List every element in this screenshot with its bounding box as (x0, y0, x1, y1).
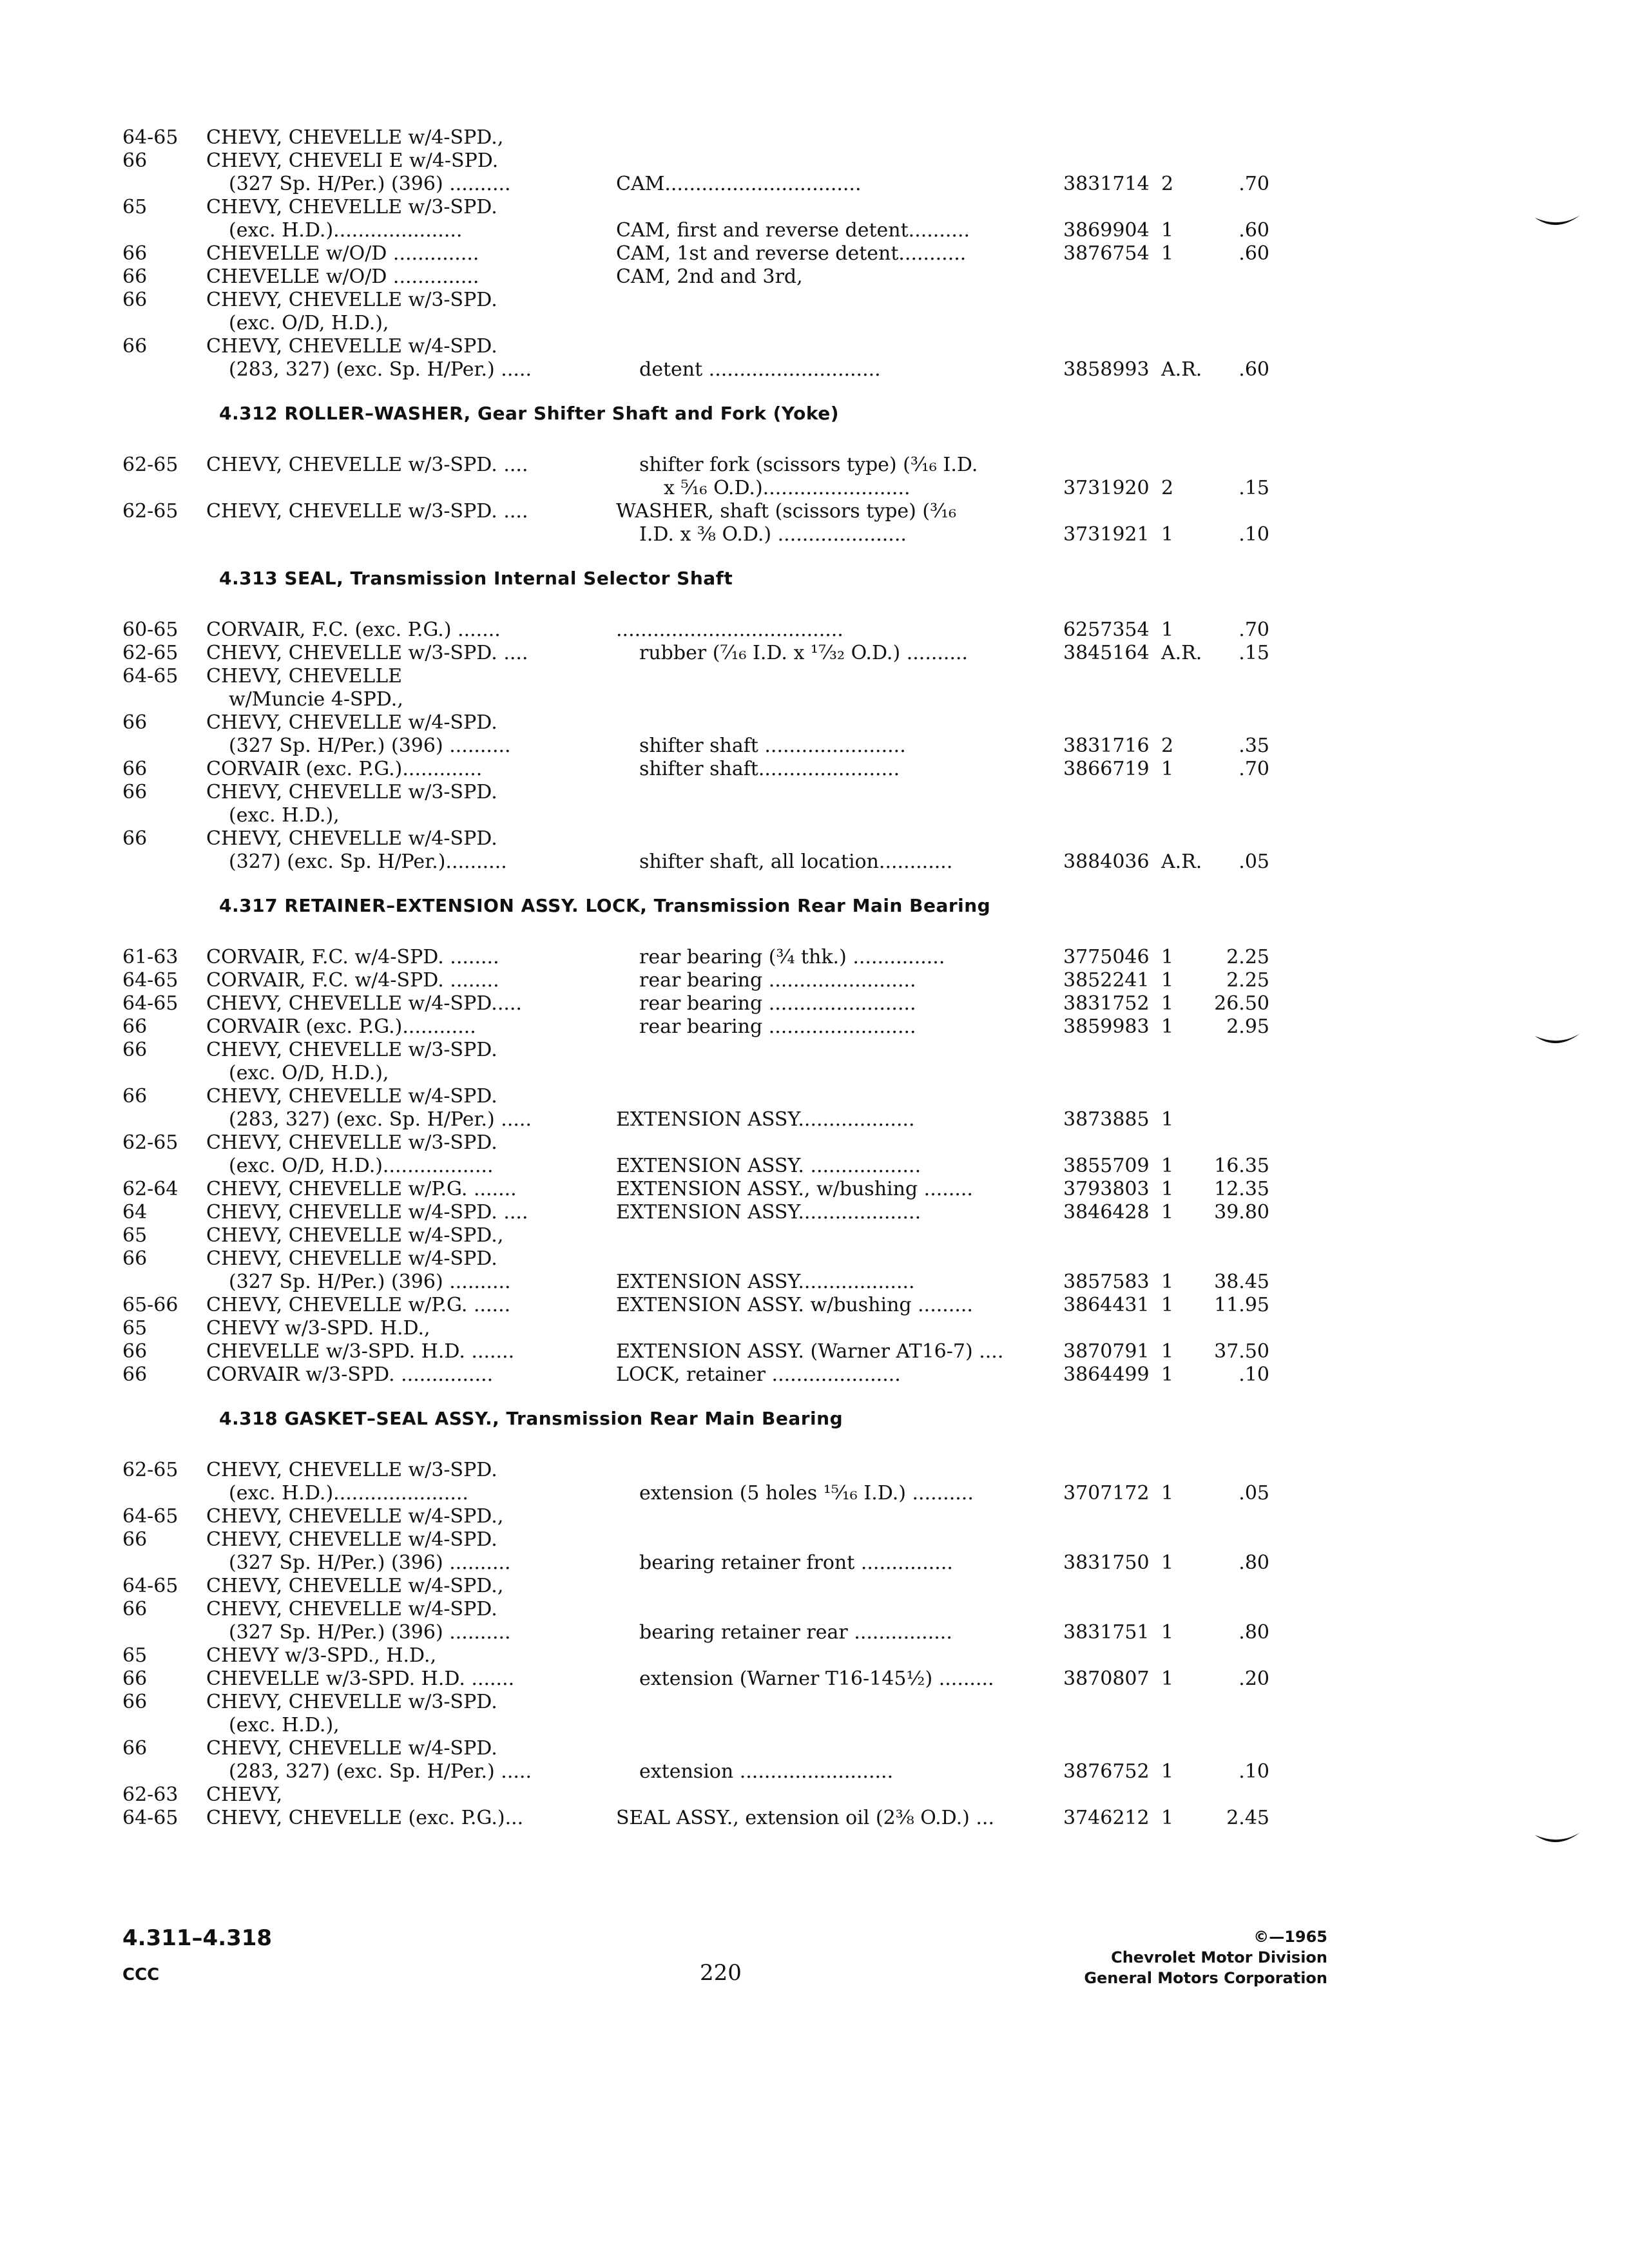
parts-row (122, 1062, 1289, 1085)
vehicle-model: CHEVELLE w/O/D .............. (206, 242, 479, 265)
vehicle-model: (283, 327) (exc. Sp. H/Per.) ..... (229, 1108, 532, 1131)
quantity: 1 (1161, 1621, 1174, 1644)
model-years: 62-65 (122, 500, 178, 523)
price: .10 (1239, 1760, 1269, 1783)
vehicle-model: CHEVY, CHEVELLE w/4-SPD. (206, 1528, 497, 1551)
part-description: rear bearing ........................ (639, 969, 916, 992)
part-description: ..................................... (616, 619, 843, 641)
vehicle-model: CORVAIR w/3-SPD. ............... (206, 1363, 494, 1386)
binder-mark (1534, 1831, 1581, 1848)
price: 26.50 (1214, 992, 1269, 1015)
parts-row (122, 219, 1289, 242)
vehicle-model: (327 Sp. H/Per.) (396) .......... (229, 1552, 511, 1574)
parts-row (122, 1039, 1289, 1062)
quantity: 1 (1161, 1294, 1174, 1316)
parts-row (122, 1015, 1289, 1039)
vehicle-model: CHEVY w/3-SPD., H.D., (206, 1644, 437, 1667)
vehicle-model: CHEVY w/3-SPD. H.D., (206, 1317, 430, 1340)
vehicle-model: CHEVY, CHEVELLE w/3-SPD. (206, 781, 497, 803)
model-years: 66 (122, 711, 148, 734)
vehicle-model: (327 Sp. H/Per.) (396) .......... (229, 173, 511, 195)
parts-row (122, 265, 1289, 289)
parts-row (122, 173, 1289, 196)
part-description: shifter shaft, all location............ (639, 850, 953, 873)
part-number: 3707172 (1063, 1482, 1150, 1504)
parts-row (122, 1760, 1289, 1783)
vehicle-model: (exc. O/D, H.D.).................. (229, 1155, 494, 1177)
parts-row (122, 992, 1289, 1015)
part-number: 3876754 (1063, 242, 1150, 265)
vehicle-model: CHEVY, CHEVELLE (206, 665, 403, 687)
quantity: 1 (1161, 219, 1174, 242)
part-description: CAM................................ (616, 173, 862, 195)
parts-row (122, 1340, 1289, 1363)
part-number: 3793803 (1063, 1178, 1150, 1200)
parts-row (122, 1247, 1289, 1271)
quantity: 1 (1161, 1340, 1174, 1363)
parts-row (122, 312, 1289, 335)
vehicle-model: (283, 327) (exc. Sp. H/Per.) ..... (229, 358, 532, 381)
part-description: CAM, 2nd and 3rd, (616, 265, 803, 288)
vehicle-model: (283, 327) (exc. Sp. H/Per.) ..... (229, 1760, 532, 1783)
price: 2.25 (1226, 946, 1269, 968)
part-number: 3846428 (1063, 1201, 1150, 1224)
vehicle-model: CHEVY, CHEVELLE w/4-SPD., (206, 1505, 504, 1528)
model-years: 66 (122, 1363, 148, 1386)
model-years: 62-65 (122, 642, 178, 664)
price: .05 (1239, 1482, 1269, 1504)
vehicle-model: CHEVY, CHEVELLE w/P.G. ...... (206, 1294, 511, 1316)
quantity: A.R. (1161, 358, 1202, 381)
vehicle-model: CHEVY, CHEVELLE (exc. P.G.)... (206, 1807, 524, 1829)
vehicle-model: CORVAIR (exc. P.G.)............. (206, 758, 483, 780)
parts-row (122, 1271, 1289, 1294)
parts-row (122, 1621, 1289, 1644)
section-range: 4.311–4.318 (122, 1925, 273, 1951)
part-description: WASHER, shaft (scissors type) (³⁄₁₆ (616, 500, 957, 523)
price: .05 (1239, 850, 1269, 873)
price: 2.95 (1226, 1015, 1269, 1038)
parts-row (122, 946, 1289, 969)
model-years: 61-63 (122, 946, 178, 968)
parts-row (122, 1783, 1289, 1807)
part-description: EXTENSION ASSY................... (616, 1108, 915, 1131)
model-years: 66 (122, 1598, 148, 1620)
part-description: bearing retainer rear ................ (639, 1621, 952, 1644)
price: .10 (1239, 1363, 1269, 1386)
part-description: SEAL ASSY., extension oil (2³⁄₈ O.D.) ... (616, 1807, 994, 1829)
vehicle-model: (exc. H.D.), (229, 804, 340, 827)
vehicle-model: CHEVY, CHEVELLE w/4-SPD..... (206, 992, 522, 1015)
model-years: 66 (122, 289, 148, 311)
parts-row (122, 619, 1289, 642)
vehicle-model: (exc. H.D.)..................... (229, 219, 463, 242)
price: .15 (1239, 477, 1269, 499)
quantity: A.R. (1161, 642, 1202, 664)
part-description: CAM, 1st and reverse detent........... (616, 242, 967, 265)
vehicle-model: CORVAIR, F.C. w/4-SPD. ........ (206, 969, 499, 992)
part-description: CAM, first and reverse detent.......... (616, 219, 970, 242)
vehicle-model: CHEVY, CHEVELLE w/3-SPD. (206, 1039, 497, 1061)
part-description: EXTENSION ASSY................... (616, 1271, 915, 1293)
quantity: 1 (1161, 758, 1174, 780)
parts-row (122, 1505, 1289, 1528)
part-number: 3845164 (1063, 642, 1150, 664)
price: .15 (1239, 642, 1269, 664)
binder-mark (1534, 1032, 1581, 1049)
vehicle-model: CHEVY, CHEVELLE w/4-SPD., (206, 1224, 504, 1247)
part-number: 3858993 (1063, 358, 1150, 381)
quantity: 1 (1161, 1015, 1174, 1038)
binder-mark (1534, 214, 1581, 231)
part-number: 3731921 (1063, 523, 1150, 546)
parts-row (122, 454, 1289, 477)
vehicle-model: CHEVY, CHEVELLE w/P.G. ....... (206, 1178, 517, 1200)
part-description: LOCK, retainer ..................... (616, 1363, 901, 1386)
parts-row (122, 827, 1289, 850)
part-number: 3831750 (1063, 1552, 1150, 1574)
quantity: 1 (1161, 1178, 1174, 1200)
model-years: 66 (122, 1039, 148, 1061)
quantity: 1 (1161, 969, 1174, 992)
vehicle-model: CHEVY, CHEVELLE w/4-SPD. (206, 335, 497, 358)
parts-row (122, 1552, 1289, 1575)
model-years: 65 (122, 1644, 148, 1667)
vehicle-model: (327 Sp. H/Per.) (396) .......... (229, 735, 511, 757)
footer-left (122, 1925, 272, 1984)
price: 37.50 (1214, 1340, 1269, 1363)
parts-row (122, 1459, 1289, 1482)
parts-row (122, 969, 1289, 992)
parts-row (122, 1714, 1289, 1737)
quantity: 1 (1161, 1667, 1174, 1690)
vehicle-model: CHEVY, CHEVELLE w/4-SPD. .... (206, 1201, 528, 1224)
model-years: 66 (122, 827, 148, 850)
parts-row (122, 665, 1289, 688)
parts-row (122, 1155, 1289, 1178)
vehicle-model: w/Muncie 4-SPD., (229, 688, 403, 711)
vehicle-model: CHEVY, CHEVELLE w/3-SPD. (206, 289, 497, 311)
part-description: rear bearing ........................ (639, 1015, 916, 1038)
vehicle-model: CHEVY, CHEVELLE w/4-SPD., (206, 126, 504, 149)
section-heading: 4.317 RETAINER–EXTENSION ASSY. LOCK, Transmission Rear Main Bearing (219, 895, 991, 916)
part-description: rear bearing ........................ (639, 992, 916, 1015)
quantity: 1 (1161, 242, 1174, 265)
quantity: 2 (1161, 173, 1174, 195)
model-years: 66 (122, 1085, 148, 1108)
parts-row (122, 642, 1289, 665)
part-number: 3857583 (1063, 1271, 1150, 1293)
vehicle-model: CHEVY, (206, 1783, 283, 1806)
part-number: 3852241 (1063, 969, 1150, 992)
price: .70 (1239, 619, 1269, 641)
model-years: 66 (122, 758, 148, 780)
vehicle-model: CHEVY, CHEVELLE w/4-SPD., (206, 1575, 504, 1597)
vehicle-model: CHEVY, CHEVELLE w/4-SPD. (206, 827, 497, 850)
price: 16.35 (1214, 1155, 1269, 1177)
part-number: 3831751 (1063, 1621, 1150, 1644)
parts-row (122, 735, 1289, 758)
parts-row (122, 1528, 1289, 1552)
parts-row (122, 711, 1289, 735)
part-description: x ⁵⁄₁₆ O.D.)........................ (664, 477, 911, 499)
quantity: 1 (1161, 1363, 1174, 1386)
vehicle-model: CHEVY, CHEVELLE w/4-SPD. (206, 711, 497, 734)
parts-row (122, 126, 1289, 149)
part-number: 3870807 (1063, 1667, 1150, 1690)
part-description: shifter fork (scissors type) (³⁄₁₆ I.D. (639, 454, 978, 476)
price: .70 (1239, 173, 1269, 195)
part-description: extension (Warner T16-145½) ......... (639, 1667, 994, 1690)
model-years: 64-65 (122, 992, 178, 1015)
vehicle-model: CHEVY, CHEVELLE w/4-SPD. (206, 1598, 497, 1620)
price: 38.45 (1214, 1271, 1269, 1293)
price: 39.80 (1214, 1201, 1269, 1224)
part-number: 3873885 (1063, 1108, 1150, 1131)
part-description: shifter shaft ....................... (639, 735, 906, 757)
price: .60 (1239, 242, 1269, 265)
parts-row (122, 804, 1289, 827)
price: .80 (1239, 1621, 1269, 1644)
parts-row (122, 149, 1289, 173)
parts-row (122, 1644, 1289, 1667)
copyright: ©—1965 (1253, 1928, 1327, 1946)
parts-row (122, 1085, 1289, 1108)
model-years: 66 (122, 265, 148, 288)
parts-row (122, 688, 1289, 711)
model-years: 64-65 (122, 1807, 178, 1829)
parts-row (122, 1224, 1289, 1247)
part-description: EXTENSION ASSY. w/bushing ......... (616, 1294, 973, 1316)
parts-row (122, 335, 1289, 358)
parts-row (122, 1317, 1289, 1340)
parts-row (122, 758, 1289, 781)
model-years: 66 (122, 149, 148, 172)
part-number: 3746212 (1063, 1807, 1150, 1829)
part-number: 3831714 (1063, 173, 1150, 195)
part-number: 3870791 (1063, 1340, 1150, 1363)
part-description: EXTENSION ASSY., w/bushing ........ (616, 1178, 973, 1200)
part-number: 3775046 (1063, 946, 1150, 968)
vehicle-model: CHEVELLE w/3-SPD. H.D. ....... (206, 1667, 515, 1690)
price: 2.45 (1226, 1807, 1269, 1829)
quantity: 1 (1161, 1807, 1174, 1829)
part-description: detent ............................ (639, 358, 881, 381)
parts-row (122, 1482, 1289, 1505)
parts-row (122, 242, 1289, 265)
model-years: 62-65 (122, 454, 178, 476)
model-years: 66 (122, 1528, 148, 1551)
model-years: 66 (122, 781, 148, 803)
page-number: 220 (700, 1960, 742, 1986)
vehicle-model: (exc. H.D.), (229, 1714, 340, 1736)
price: 11.95 (1214, 1294, 1269, 1316)
vehicle-model: CHEVY, CHEVELLE w/3-SPD. (206, 1131, 497, 1154)
part-number: 3864431 (1063, 1294, 1150, 1316)
vehicle-model: CHEVELLE w/O/D .............. (206, 265, 479, 288)
parts-row (122, 196, 1289, 219)
model-years: 62-65 (122, 1459, 178, 1481)
part-description: extension (5 holes ¹⁵⁄₁₆ I.D.) .......... (639, 1482, 974, 1504)
model-years: 66 (122, 1737, 148, 1760)
model-years: 65 (122, 1317, 148, 1340)
quantity: 1 (1161, 1271, 1174, 1293)
vehicle-model: CHEVY, CHEVELLE w/3-SPD. .... (206, 500, 528, 523)
parts-row (122, 477, 1289, 500)
footer-right (1084, 1927, 1327, 1988)
vehicle-model: CHEVY, CHEVELLE w/3-SPD. (206, 196, 497, 218)
quantity: 2 (1161, 735, 1174, 757)
vehicle-model: CORVAIR (exc. P.G.)............ (206, 1015, 476, 1038)
part-description: bearing retainer front ............... (639, 1552, 953, 1574)
part-description: extension ......................... (639, 1760, 894, 1783)
quantity: 1 (1161, 1552, 1174, 1574)
part-number: 3855709 (1063, 1155, 1150, 1177)
quantity: 1 (1161, 1201, 1174, 1224)
vehicle-model: (exc. O/D, H.D.), (229, 1062, 389, 1084)
price: .10 (1239, 523, 1269, 546)
price: 12.35 (1214, 1178, 1269, 1200)
model-years: 66 (122, 1691, 148, 1713)
model-years: 66 (122, 1340, 148, 1363)
vehicle-model: CHEVY, CHEVELLE w/4-SPD. (206, 1085, 497, 1108)
vehicle-model: (exc. H.D.)...................... (229, 1482, 468, 1504)
vehicle-model: CHEVY, CHEVELLE w/3-SPD. .... (206, 454, 528, 476)
model-years: 64-65 (122, 126, 178, 149)
parts-row (122, 1807, 1289, 1830)
parts-row (122, 1691, 1289, 1714)
price: .80 (1239, 1552, 1269, 1574)
parts-row (122, 850, 1289, 874)
part-number: 3876752 (1063, 1760, 1150, 1783)
parts-row (122, 289, 1289, 312)
parts-row (122, 1131, 1289, 1155)
section-heading: 4.312 ROLLER–WASHER, Gear Shifter Shaft and Fork (Yoke) (219, 403, 839, 424)
price: .60 (1239, 358, 1269, 381)
part-description: shifter shaft....................... (639, 758, 900, 780)
quantity: 1 (1161, 1482, 1174, 1504)
quantity: 1 (1161, 1155, 1174, 1177)
section-heading: 4.313 SEAL, Transmission Internal Selector Shaft (219, 568, 733, 589)
part-number: 6257354 (1063, 619, 1150, 641)
parts-row (122, 358, 1289, 381)
vehicle-model: CHEVY, CHEVELLE w/4-SPD. (206, 1247, 497, 1270)
vehicle-model: (327) (exc. Sp. H/Per.).......... (229, 850, 507, 873)
price: .35 (1239, 735, 1269, 757)
parts-row (122, 1598, 1289, 1621)
parts-row (122, 1363, 1289, 1387)
part-number: 3866719 (1063, 758, 1150, 780)
catalog-code: CCC (122, 1965, 160, 1984)
parts-row (122, 1201, 1289, 1224)
parts-row (122, 1737, 1289, 1760)
corporation-name: General Motors Corporation (1084, 1969, 1327, 1987)
model-years: 66 (122, 1247, 148, 1270)
model-years: 62-65 (122, 1131, 178, 1154)
quantity: 1 (1161, 1108, 1174, 1131)
parts-row (122, 1575, 1289, 1598)
vehicle-model: CHEVELLE w/3-SPD. H.D. ....... (206, 1340, 515, 1363)
vehicle-model: (exc. O/D, H.D.), (229, 312, 389, 334)
model-years: 62-64 (122, 1178, 178, 1200)
vehicle-model: CHEVY, CHEVELLE w/4-SPD. (206, 1737, 497, 1760)
model-years: 64-65 (122, 665, 178, 687)
model-years: 65 (122, 1224, 148, 1247)
quantity: 1 (1161, 992, 1174, 1015)
quantity: A.R. (1161, 850, 1202, 873)
parts-listing (122, 126, 1289, 1830)
part-description: rear bearing (³⁄₄ thk.) ............... (639, 946, 945, 968)
quantity: 1 (1161, 523, 1174, 546)
section-heading: 4.318 GASKET–SEAL ASSY., Transmission Rear Main Bearing (219, 1408, 843, 1429)
part-number: 3864499 (1063, 1363, 1150, 1386)
vehicle-model: (327 Sp. H/Per.) (396) .......... (229, 1271, 511, 1293)
parts-row (122, 1667, 1289, 1691)
parts-row (122, 1294, 1289, 1317)
model-years: 64-65 (122, 1505, 178, 1528)
parts-row (122, 1178, 1289, 1201)
model-years: 62-63 (122, 1783, 178, 1806)
vehicle-model: CHEVY, CHEVELLE w/3-SPD. .... (206, 642, 528, 664)
model-years: 64-65 (122, 1575, 178, 1597)
vehicle-model: CHEVY, CHEVELLE w/3-SPD. (206, 1691, 497, 1713)
model-years: 64-65 (122, 969, 178, 992)
vehicle-model: CHEVY, CHEVELLE w/3-SPD. (206, 1459, 497, 1481)
part-description: EXTENSION ASSY. (Warner AT16-7) .... (616, 1340, 1004, 1363)
price: .20 (1239, 1667, 1269, 1690)
vehicle-model: CORVAIR, F.C. w/4-SPD. ........ (206, 946, 499, 968)
part-description: I.D. x ³⁄₈ O.D.) ..................... (639, 523, 907, 546)
vehicle-model: CORVAIR, F.C. (exc. P.G.) ....... (206, 619, 501, 641)
model-years: 66 (122, 335, 148, 358)
parts-row (122, 523, 1289, 546)
part-description: EXTENSION ASSY.................... (616, 1201, 921, 1224)
model-years: 66 (122, 1015, 148, 1038)
parts-row (122, 500, 1289, 523)
price: .70 (1239, 758, 1269, 780)
part-description: EXTENSION ASSY. .................. (616, 1155, 921, 1177)
parts-row (122, 1108, 1289, 1131)
model-years: 66 (122, 1667, 148, 1690)
part-number: 3884036 (1063, 850, 1150, 873)
part-number: 3831716 (1063, 735, 1150, 757)
model-years: 60-65 (122, 619, 178, 641)
part-number: 3831752 (1063, 992, 1150, 1015)
vehicle-model: CHEVY, CHEVELI E w/4-SPD. (206, 149, 499, 172)
model-years: 65-66 (122, 1294, 178, 1316)
model-years: 65 (122, 196, 148, 218)
vehicle-model: (327 Sp. H/Per.) (396) .......... (229, 1621, 511, 1644)
part-number: 3859983 (1063, 1015, 1150, 1038)
price: 2.25 (1226, 969, 1269, 992)
model-years: 64 (122, 1201, 148, 1224)
quantity: 1 (1161, 946, 1174, 968)
division-name: Chevrolet Motor Division (1111, 1948, 1327, 1966)
part-number: 3869904 (1063, 219, 1150, 242)
model-years: 66 (122, 242, 148, 265)
part-description: rubber (⁷⁄₁₆ I.D. x ¹⁷⁄₃₂ O.D.) .......... (639, 642, 969, 664)
price: .60 (1239, 219, 1269, 242)
quantity: 1 (1161, 619, 1174, 641)
quantity: 2 (1161, 477, 1174, 499)
quantity: 1 (1161, 1760, 1174, 1783)
part-number: 3731920 (1063, 477, 1150, 499)
parts-row (122, 781, 1289, 804)
